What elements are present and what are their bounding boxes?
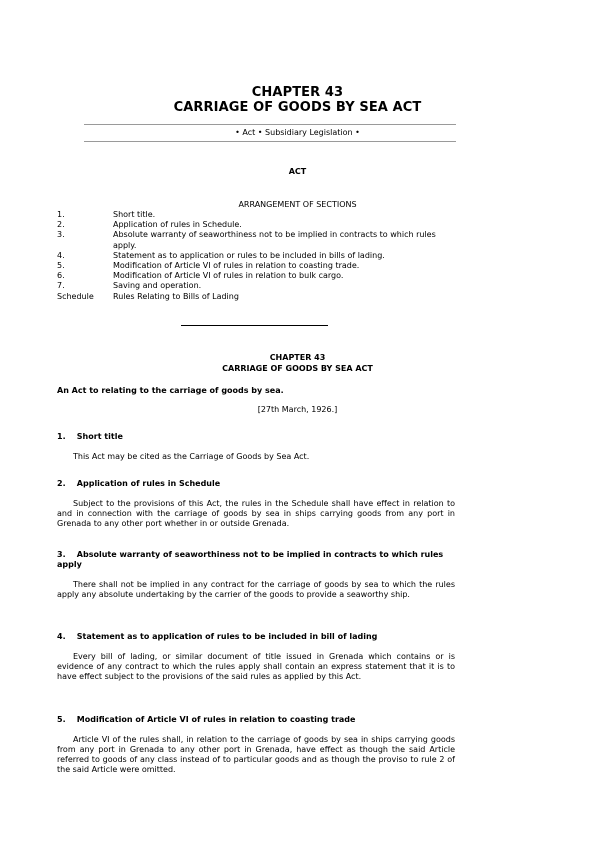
commencement-date: [27th March, 1926.] (257, 405, 338, 414)
toc-text: Short title. (113, 210, 156, 219)
toc-row[interactable] (57, 281, 457, 291)
toc-number: 1. (57, 210, 65, 219)
section-body: This Act may be cited as the Carriage of Goods by Sea Act. (73, 452, 310, 461)
section-number: 1. (57, 432, 66, 441)
section-heading-text: Application of rules in Schedule (76, 479, 221, 488)
toc-number: Schedule (57, 291, 94, 301)
top-divider (84, 124, 456, 125)
act-label: ACT (288, 167, 307, 176)
toc-row[interactable] (57, 230, 457, 250)
toc-number: 4. (57, 250, 65, 260)
section-body: Subject to the provisions of this Act, the rules in the Schedule shall have effect in relation to and in connection with the carriage of goods by sea in ships carrying goods from any port in Grenada to any other port whether in or outside Grenada. (57, 499, 455, 528)
section-heading (57, 632, 455, 642)
section-heading-text: Short title (76, 432, 123, 441)
section-heading-text: Modification of Article VI of rules in relation to coasting trade (76, 715, 356, 724)
toc-text: Saving and operation. (113, 281, 202, 291)
toc-number: 3. (57, 230, 65, 240)
toc-text: Rules Relating to Bills of Lading (113, 291, 239, 301)
toc-row[interactable] (57, 251, 457, 261)
section-heading-text: Absolute warranty of seaworthiness not to be implied in contracts to which rules apply (57, 550, 444, 569)
act-title: CARRIAGE OF GOODS BY SEA ACT (173, 100, 422, 115)
section-heading (57, 479, 455, 489)
section-number: 4. (57, 632, 66, 641)
arrangement-of-sections (57, 210, 457, 302)
toc-number: 2. (57, 220, 65, 230)
toc-text: Absolute warranty of seaworthiness not to be implied in contracts to which rules apply. (113, 230, 436, 250)
section-text (57, 499, 455, 529)
section-separator (181, 325, 328, 326)
toc-row[interactable] (57, 271, 457, 281)
body-chapter-title: CHAPTER 43 (269, 353, 326, 362)
section-body: There shall not be implied in any contract for the carriage of goods by sea to which the rules apply any absolute undertaking by the carrier of the goods to provide a seaworthy ship. (57, 580, 455, 599)
toc-row[interactable] (57, 220, 457, 230)
toc-text: Statement as to application or rules to be included in bills of lading. (113, 250, 385, 260)
section-heading (57, 550, 455, 570)
section-text (57, 452, 455, 462)
body-act-title: CARRIAGE OF GOODS BY SEA ACT (222, 364, 373, 373)
section-body: Every bill of lading, or similar document of title issued in Grenada which contains or is evidence of any contract to which the rules apply shall contain an express statement that it is to have effect subject to the provisions of the said rules as applied by this Act. (57, 652, 455, 681)
arrangement-title: ARRANGEMENT OF SECTIONS (238, 200, 357, 209)
legislation-links[interactable]: • Act • Subsidiary Legislation • (235, 128, 360, 137)
toc-number: 7. (57, 281, 65, 291)
toc-number: 5. (57, 261, 65, 271)
section-number: 2. (57, 479, 66, 488)
toc-row[interactable] (57, 210, 457, 220)
section-text (57, 735, 455, 775)
section-heading-text: Statement as to application of rules to be included in bill of lading (76, 632, 378, 641)
section-body: Article VI of the rules shall, in relation to the carriage of goods by sea in ships carrying goods from any port in Grenada to any other port in Grenada, have effect as though the said Article referred to goods of any class instead of to particular goods and as though the proviso to rule 2 of the said Article were omitted. (57, 735, 455, 774)
section-heading (57, 432, 455, 442)
bottom-divider (84, 141, 456, 142)
toc-text: Modification of Article VI of rules in relation to coasting trade. (113, 261, 360, 271)
section-text (57, 652, 455, 682)
section-heading (57, 715, 455, 725)
chapter-title: CHAPTER 43 (251, 85, 344, 100)
section-number: 5. (57, 715, 66, 724)
section-number: 3. (57, 550, 66, 559)
toc-row[interactable] (57, 292, 457, 302)
section-text (57, 580, 455, 600)
toc-text: Modification of Article VI of rules in relation to bulk cargo. (113, 271, 344, 281)
long-title: An Act to relating to the carriage of goods by sea. (57, 386, 284, 395)
toc-text: Application of rules in Schedule. (113, 220, 242, 230)
toc-number: 6. (57, 271, 65, 281)
toc-row[interactable] (57, 261, 457, 271)
